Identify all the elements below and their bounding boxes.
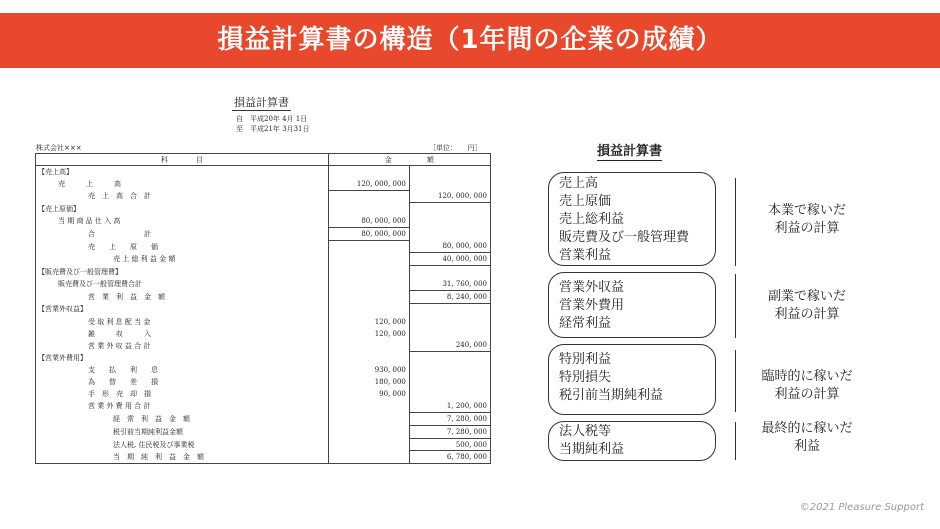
row-amount-detail <box>328 203 409 215</box>
table-header <box>36 154 491 166</box>
unit-label: ［単位： 円］ <box>429 144 482 152</box>
table-row <box>36 364 491 376</box>
table-row <box>36 215 491 227</box>
statement-table <box>35 153 491 464</box>
table-row <box>36 388 491 400</box>
row-amount-detail: 80, 000, 000 <box>328 215 409 227</box>
structure-item: 経常利益 <box>559 316 612 331</box>
row-label: 合 計 <box>36 227 329 240</box>
row-amount-detail: 90, 000 <box>328 388 409 400</box>
row-amount-detail <box>328 303 409 315</box>
row-amount-total: 500, 000 <box>409 438 490 451</box>
row-amount-total <box>409 166 490 178</box>
desc-line: 利益の計算 <box>774 221 840 236</box>
row-amount-total <box>409 215 490 227</box>
statement-period <box>236 114 310 134</box>
period-from: 自 平成20年 4月 1日 <box>236 115 308 123</box>
desc-extraordinary <box>752 368 862 404</box>
header-item: 科 目 <box>36 154 329 166</box>
desc-line: 臨時的に稼いだ <box>761 369 853 384</box>
row-amount-total: 7, 280, 000 <box>409 412 490 425</box>
row-amount-detail: 80, 000, 000 <box>328 227 409 240</box>
row-amount-detail <box>328 451 409 464</box>
row-label: 営 業 利 益 金 額 <box>36 290 329 303</box>
table-row <box>36 178 491 190</box>
row-label: 【売上高】 <box>36 166 329 178</box>
box-extraordinary <box>548 344 716 415</box>
table-row <box>36 400 491 412</box>
row-amount-total <box>409 352 490 364</box>
table-row <box>36 166 491 178</box>
row-amount-detail <box>328 278 409 290</box>
table-row <box>36 438 491 451</box>
desc-line: 利益 <box>793 439 820 454</box>
row-label: 売 上 高 <box>36 178 329 190</box>
row-amount-detail <box>328 240 409 252</box>
row-amount-total <box>409 376 490 388</box>
box-final <box>548 421 716 461</box>
scanned-statement <box>32 88 502 498</box>
row-amount-detail <box>328 438 409 451</box>
structure-item: 営業外収益 <box>559 280 625 295</box>
structure-item: 法人税等 <box>559 424 612 439</box>
row-amount-total: 8, 240, 000 <box>409 290 490 303</box>
table-row <box>36 290 491 303</box>
row-amount-detail: 120, 000 <box>328 316 409 328</box>
row-amount-detail <box>328 339 409 351</box>
row-amount-detail <box>328 400 409 412</box>
desc-final <box>752 420 862 456</box>
row-label: 営 業 外 費 用 合 計 <box>36 400 329 412</box>
table-row <box>36 240 491 252</box>
row-amount-detail: 120, 000 <box>328 328 409 340</box>
table-row <box>36 203 491 215</box>
row-amount-total: 120, 000, 000 <box>409 190 490 202</box>
structure-title: 損益計算書 <box>597 140 662 161</box>
row-label: 販売費及び一般管理費合計 <box>36 278 329 290</box>
table-row <box>36 376 491 388</box>
row-label: 当 期 純 利 益 金 額 <box>36 451 329 464</box>
row-amount-total <box>409 178 490 190</box>
structure-item: 営業外費用 <box>559 298 625 313</box>
bracket-non-operating <box>730 274 736 338</box>
table-row <box>36 328 491 340</box>
row-amount-detail <box>328 412 409 425</box>
row-label: 【営業外収益】 <box>36 303 329 315</box>
structure-item: 税引前当期純利益 <box>559 388 664 403</box>
row-amount-detail: 180, 000 <box>328 376 409 388</box>
row-label: 【売上原価】 <box>36 203 329 215</box>
row-amount-total <box>409 266 490 278</box>
desc-line: 本業で稼いだ <box>767 203 846 218</box>
table-row <box>36 303 491 315</box>
table-row <box>36 352 491 364</box>
row-amount-total: 240, 000 <box>409 339 490 351</box>
structure-item: 売上原価 <box>559 194 612 209</box>
table-row <box>36 227 491 240</box>
row-amount-detail <box>328 290 409 303</box>
bracket-operating <box>730 178 736 266</box>
header-amount: 金 額 <box>328 154 490 166</box>
structure-item: 販売費及び一般管理費 <box>559 230 690 245</box>
table-row <box>36 451 491 464</box>
bracket-extraordinary <box>730 350 736 412</box>
period-to: 至 平成21年 3月31日 <box>236 125 310 133</box>
box-non-operating <box>548 272 716 338</box>
row-amount-total <box>409 203 490 215</box>
table-row <box>36 425 491 438</box>
row-label: 受 取 利 息 配 当 金 <box>36 316 329 328</box>
structure-item: 当期純利益 <box>559 442 625 457</box>
table-row <box>36 316 491 328</box>
row-label: 売 上 高 合 計 <box>36 190 329 202</box>
title-banner <box>0 13 940 68</box>
desc-non-operating <box>752 288 862 324</box>
row-amount-total: 80, 000, 000 <box>409 240 490 252</box>
row-label: 為 替 差 損 <box>36 376 329 388</box>
page-title: 損益計算書の構造（1年間の企業の成績） <box>217 25 723 55</box>
row-label: 売 上 原 価 <box>36 240 329 252</box>
row-label: 営 業 外 収 益 合 計 <box>36 339 329 351</box>
row-label: 売 上 総 利 益 金 額 <box>36 253 329 266</box>
statement-title: 損益計算書 <box>234 96 289 109</box>
box-operating <box>548 172 716 266</box>
row-amount-total <box>409 388 490 400</box>
row-amount-total: 31, 760, 000 <box>409 278 490 290</box>
row-amount-total: 7, 280, 000 <box>409 425 490 438</box>
desc-line: 副業で稼いだ <box>767 289 846 304</box>
row-label: 当 期 商 品 仕 入 高 <box>36 215 329 227</box>
structure-item: 売上高 <box>559 176 599 191</box>
row-amount-detail <box>328 166 409 178</box>
row-amount-detail <box>328 352 409 364</box>
desc-operating <box>752 202 862 238</box>
structure-item: 売上総利益 <box>559 212 625 227</box>
table-row <box>36 253 491 266</box>
row-amount-detail: 930, 000 <box>328 364 409 376</box>
table-row <box>36 339 491 351</box>
row-amount-detail: 120, 000, 000 <box>328 178 409 190</box>
bracket-final <box>730 422 736 460</box>
row-amount-detail <box>328 266 409 278</box>
row-amount-total: 6, 780, 000 <box>409 451 490 464</box>
table-row <box>36 412 491 425</box>
row-amount-total: 40, 000, 000 <box>409 253 490 266</box>
structure-item: 特別利益 <box>559 352 612 367</box>
row-amount-total: 1, 200, 000 <box>409 400 490 412</box>
row-amount-total <box>409 303 490 315</box>
row-amount-detail <box>328 190 409 202</box>
row-label: 雑 収 入 <box>36 328 329 340</box>
table-row <box>36 278 491 290</box>
row-amount-detail <box>328 425 409 438</box>
desc-line: 最終的に稼いだ <box>761 421 853 436</box>
row-amount-total <box>409 364 490 376</box>
row-label: 経 常 利 益 金 額 <box>36 412 329 425</box>
table-row <box>36 266 491 278</box>
row-label: 【営業外費用】 <box>36 352 329 364</box>
row-label: 手 形 売 却 損 <box>36 388 329 400</box>
row-amount-total <box>409 328 490 340</box>
row-label: 支 払 利 息 <box>36 364 329 376</box>
row-amount-total <box>409 227 490 240</box>
row-label: 法人税, 住民税及び事業税 <box>36 438 329 451</box>
row-amount-detail <box>328 253 409 266</box>
structure-item: 営業利益 <box>559 248 612 263</box>
desc-line: 利益の計算 <box>774 387 840 402</box>
structure-item: 特別損失 <box>559 370 612 385</box>
company-name: 株式会社××× <box>36 144 82 152</box>
table-row <box>36 190 491 202</box>
copyright: ©2021 Pleasure Support <box>799 502 924 513</box>
row-amount-total <box>409 316 490 328</box>
row-label: 【販売費及び一般管理費】 <box>36 266 329 278</box>
desc-line: 利益の計算 <box>774 307 840 322</box>
row-label: 税引前当期純利益金額 <box>36 425 329 438</box>
